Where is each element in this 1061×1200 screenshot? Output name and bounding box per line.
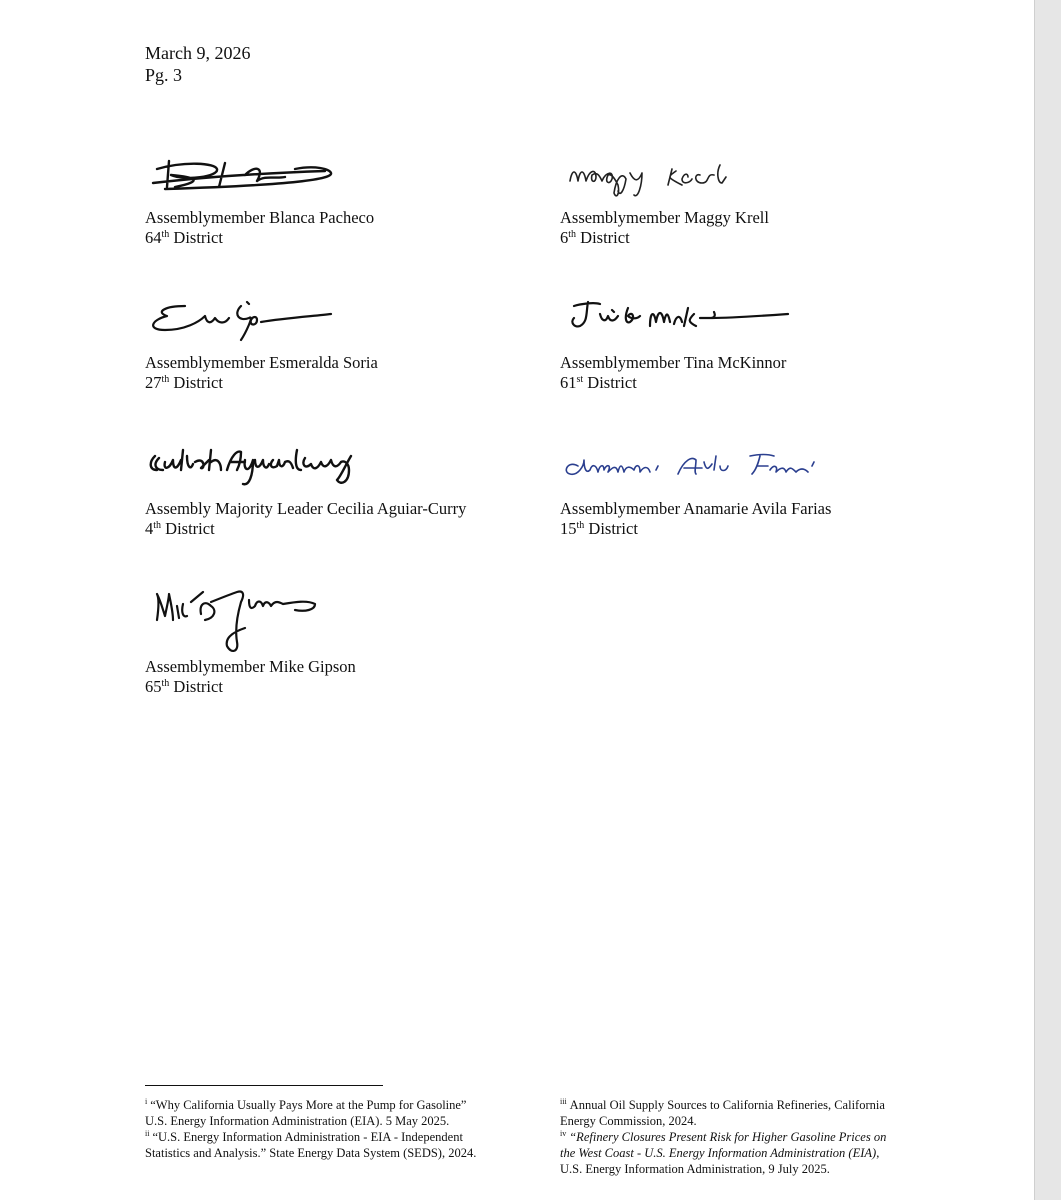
signatory-district: 6th District [560, 228, 630, 247]
signatory-title: Assemblymember Anamarie Avila Farias [560, 499, 832, 518]
signatory-text-avila-farias [560, 499, 831, 539]
signatory-title: Assemblymember Maggy Krell [560, 208, 769, 227]
signature-avila-farias [560, 446, 860, 506]
signatory-text-soria [145, 353, 378, 393]
signatory-title: Assembly Majority Leader Cecilia Aguiar-Curry [145, 499, 467, 518]
footnotes-right [560, 1097, 980, 1177]
signatory-text-krell [560, 208, 769, 248]
footnote-divider [145, 1085, 383, 1086]
signatory-title: Assemblymember Tina McKinnor [560, 353, 787, 372]
signatory-district: 61st District [560, 373, 637, 392]
signature-mckinnor [560, 300, 860, 360]
footnotes-left [145, 1097, 535, 1161]
signature-aguiar-curry [145, 446, 445, 506]
footnote-ii: $^{ii}$ “U.S. Energy Information Administration - EIA - Independent Statistics and Analysis.” State Energy Data System (SEDS), 2024. [145, 1129, 477, 1160]
letter-header [145, 42, 250, 86]
signatory-text-aguiar-curry [145, 499, 466, 539]
signatory-title: Assemblymember Blanca Pacheco [145, 208, 375, 227]
footnote-iv: $^{iv}$ “Refinery Closures Present Risk for Higher Gasoline Prices on the West Coast - U.S. Energy Information Administration (EIA), U.S. Energy Information Administration, 9 July 2025. [560, 1129, 887, 1176]
signatory-district: 15th District [560, 519, 638, 538]
letter-date: March 9, 2026 [145, 43, 251, 63]
signature-krell [560, 155, 860, 215]
signatory-text-gipson [145, 657, 356, 697]
footnote-iii: $^{iii}$ Annual Oil Supply Sources to California Refineries, California Energy Commission, 2024. [560, 1097, 885, 1128]
signatory-district: 4th District [145, 519, 215, 538]
signatory-text-mckinnor [560, 353, 786, 393]
signatory-title: Assemblymember Esmeralda Soria [145, 353, 378, 372]
signatory-district: 27th District [145, 373, 223, 392]
signatory-text-pacheco [145, 208, 374, 248]
signatory-district: 64th District [145, 228, 223, 247]
signatory-title: Assemblymember Mike Gipson [145, 657, 356, 676]
page-number: Pg. 3 [145, 65, 183, 85]
signature-pacheco [145, 155, 445, 215]
signatory-district: 65th District [145, 677, 223, 696]
footnote-i: $^i$ “Why California Usually Pays More at the Pump for Gasoline” U.S. Energy Information Administration (EIA). 5 May 2025. [145, 1097, 467, 1128]
signature-gipson [145, 580, 445, 655]
signature-soria [145, 300, 445, 360]
